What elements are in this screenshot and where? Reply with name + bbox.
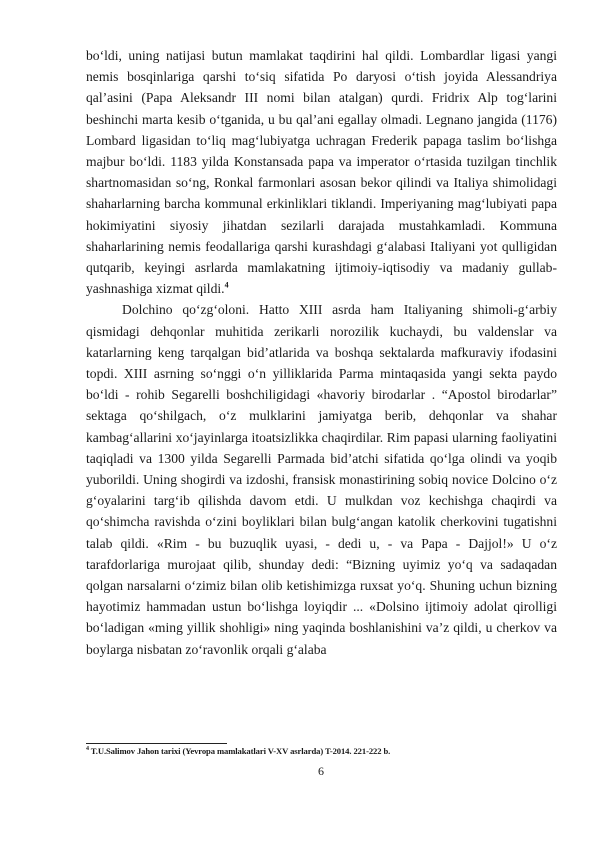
footnote-text: T.U.Salimov Jahon tarixi (Yevropa mamlakatlari V-XV asrlarda) T-2014. 221-222 b. — [88, 746, 391, 756]
footnote-reference[interactable]: 4 — [224, 280, 229, 290]
footnote-separator — [86, 743, 227, 744]
footnote-marker: 4 — [86, 746, 89, 753]
paragraph-1: bo‘ldi, uning natijasi butun mamlakat taqdirini hal qildi. Lombardlar ligasi yangi nemis bosqinlariga qarshi to‘siq sifatida Po daryosi o‘tish joyida Alessandriya qal’asini (Papa Aleksandr III nomi bilan atalgan) qurdi. Fridrix Alp tog‘larini beshinchi marta kesib o‘tganida, u bu qal’ani egallay olmadi. Legnano jangida (1176) Lombard ligasidan to‘liq mag‘lubiyatga uchragan Frederik papaga taslim bo‘lishga majbur bo‘ldi. 1183 yilda Konstansada papa va imperator o‘rtasida tuzilgan tinchlik shartnomasidan so‘ng, Ronkal farmonlari asosan bekor qilindi va Italiya shimolidagi shaharlarning barcha kommunal erkinliklari tiklandi. Imperiyaning mag‘lubiyati papa hokimiyatini siyosiy jihatdan sezilarli darajada mustahkamladi. Kommuna shaharlarining nemis feodallariga qarshi kurashdagi g‘alabasi Italiyani yot qulligidan qutqarib, keyingi asrlarda mamlakatning ijtimoiy-iqtisodiy va madaniy gullab-yashnashiga xizmat qildi.$^4$ — [86, 48, 557, 297]
paragraph-1-text: bo‘ldi, uning natijasi butun mamlakat taqdirini hal qildi. Lombardlar ligasi yangi nemis bosqinlariga qarshi to‘siq sifatida Po daryosi o‘tish joyida Alessandriya qal’asini (Papa Aleksandr III nomi bilan atalgan) qurdi. Fridrix Alp tog‘larini beshinchi marta kesib o‘tganida, u bu qal’ani egallay olmadi. Legnano jangida (1176) Lombard ligasidan to‘liq mag‘lubiyatga uchragan Frederik papaga taslim bo‘lishga majbur bo‘ldi. 1183 yilda Konstansada papa va imperator o‘rtasida tuzilgan tinchlik shartnomasidan so‘ng, Ronkal farmonlari asosan bekor qilindi va Italiya shimolidagi shaharlarning barcha kommunal erkinliklari tiklandi. Imperiyaning mag‘lubiyati papa hokimiyatini siyosiy jihatdan sezilarli darajada mustahkamladi. Kommuna shaharlarining nemis feodallariga qarshi kurashdagi g‘alabasi Italiyani yot qulligidan qutqarib, keyingi asrlarda mamlakatning ijtimoiy-iqtisodiy va madaniy gullab-yashnashiga xizmat qildi — [86, 48, 557, 297]
paragraph-2-text: Dolchino qo‘zg‘oloni. Hatto XIII asrda ham Italiyaning shimoli-g‘arbiy qismidagi dehqonlar muhitida zerikarli norozilik kuchaydi, bu valdenslar va katarlarning keng tarqalgan bid’atlarida va boshqa sektalarda mafkuraviy ifodasini topdi. XIII asrning so‘nggi o‘n yilliklarida Parma mintaqasida yangi sekta paydo bo‘ldi - rohib Segarelli boshchiligidagi «havoriy birodarlar . “Apostol birodarlar” sektaga qo‘shilgach, o‘z mulklarini jamiyatga berib, dehqonlar va shahar kambag‘allarini xo‘jayinlarga itoatsizlikka chaqirdilar. Rim papasi ularning faoliyatini taqiqladi va 1300 yilda Segarelli Parmada bid’atchi sifatida qo‘lga olindi va yoqib yuborildi. Uning shogirdi va izdoshi, fransisk monastirining sobiq novice Dolcino o‘z g‘oyalarini targ‘ib qilishda davom etdi. U mulkdan voz kechishga chaqirdi va qo‘shimcha ravishda o‘zini boyliklari bilan bulg‘angan katolik cherkovini tugatishni talab qildi. «Rim - bu buzuqlik uyasi, - dedi u, - va Papa - Dajjol!» U o‘z tarafdorlariga murojaat qilib, shunday dedi: “Bizning uyimiz yo‘q va sadaqadan qolgan narsalarni o‘zimiz bilan olib ketishimizga ruxsat yo‘q. Shuning uchun bizning hayotimiz hammadan ustun bo‘lishga loyiqdir ... «Dolsino ijtimoiy adolat qirolligi bo‘ladigan «ming yillik shohligi» ning yaqinda boshlanishini va’z qildi, u cherkov va boylarga nisbatan zo‘ravonlik orqali g‘alaba — [86, 302, 557, 657]
body-text — [86, 45, 557, 660]
page-number: 6 — [318, 764, 324, 778]
footnote — [86, 746, 557, 757]
paragraph-2 — [86, 299, 557, 659]
